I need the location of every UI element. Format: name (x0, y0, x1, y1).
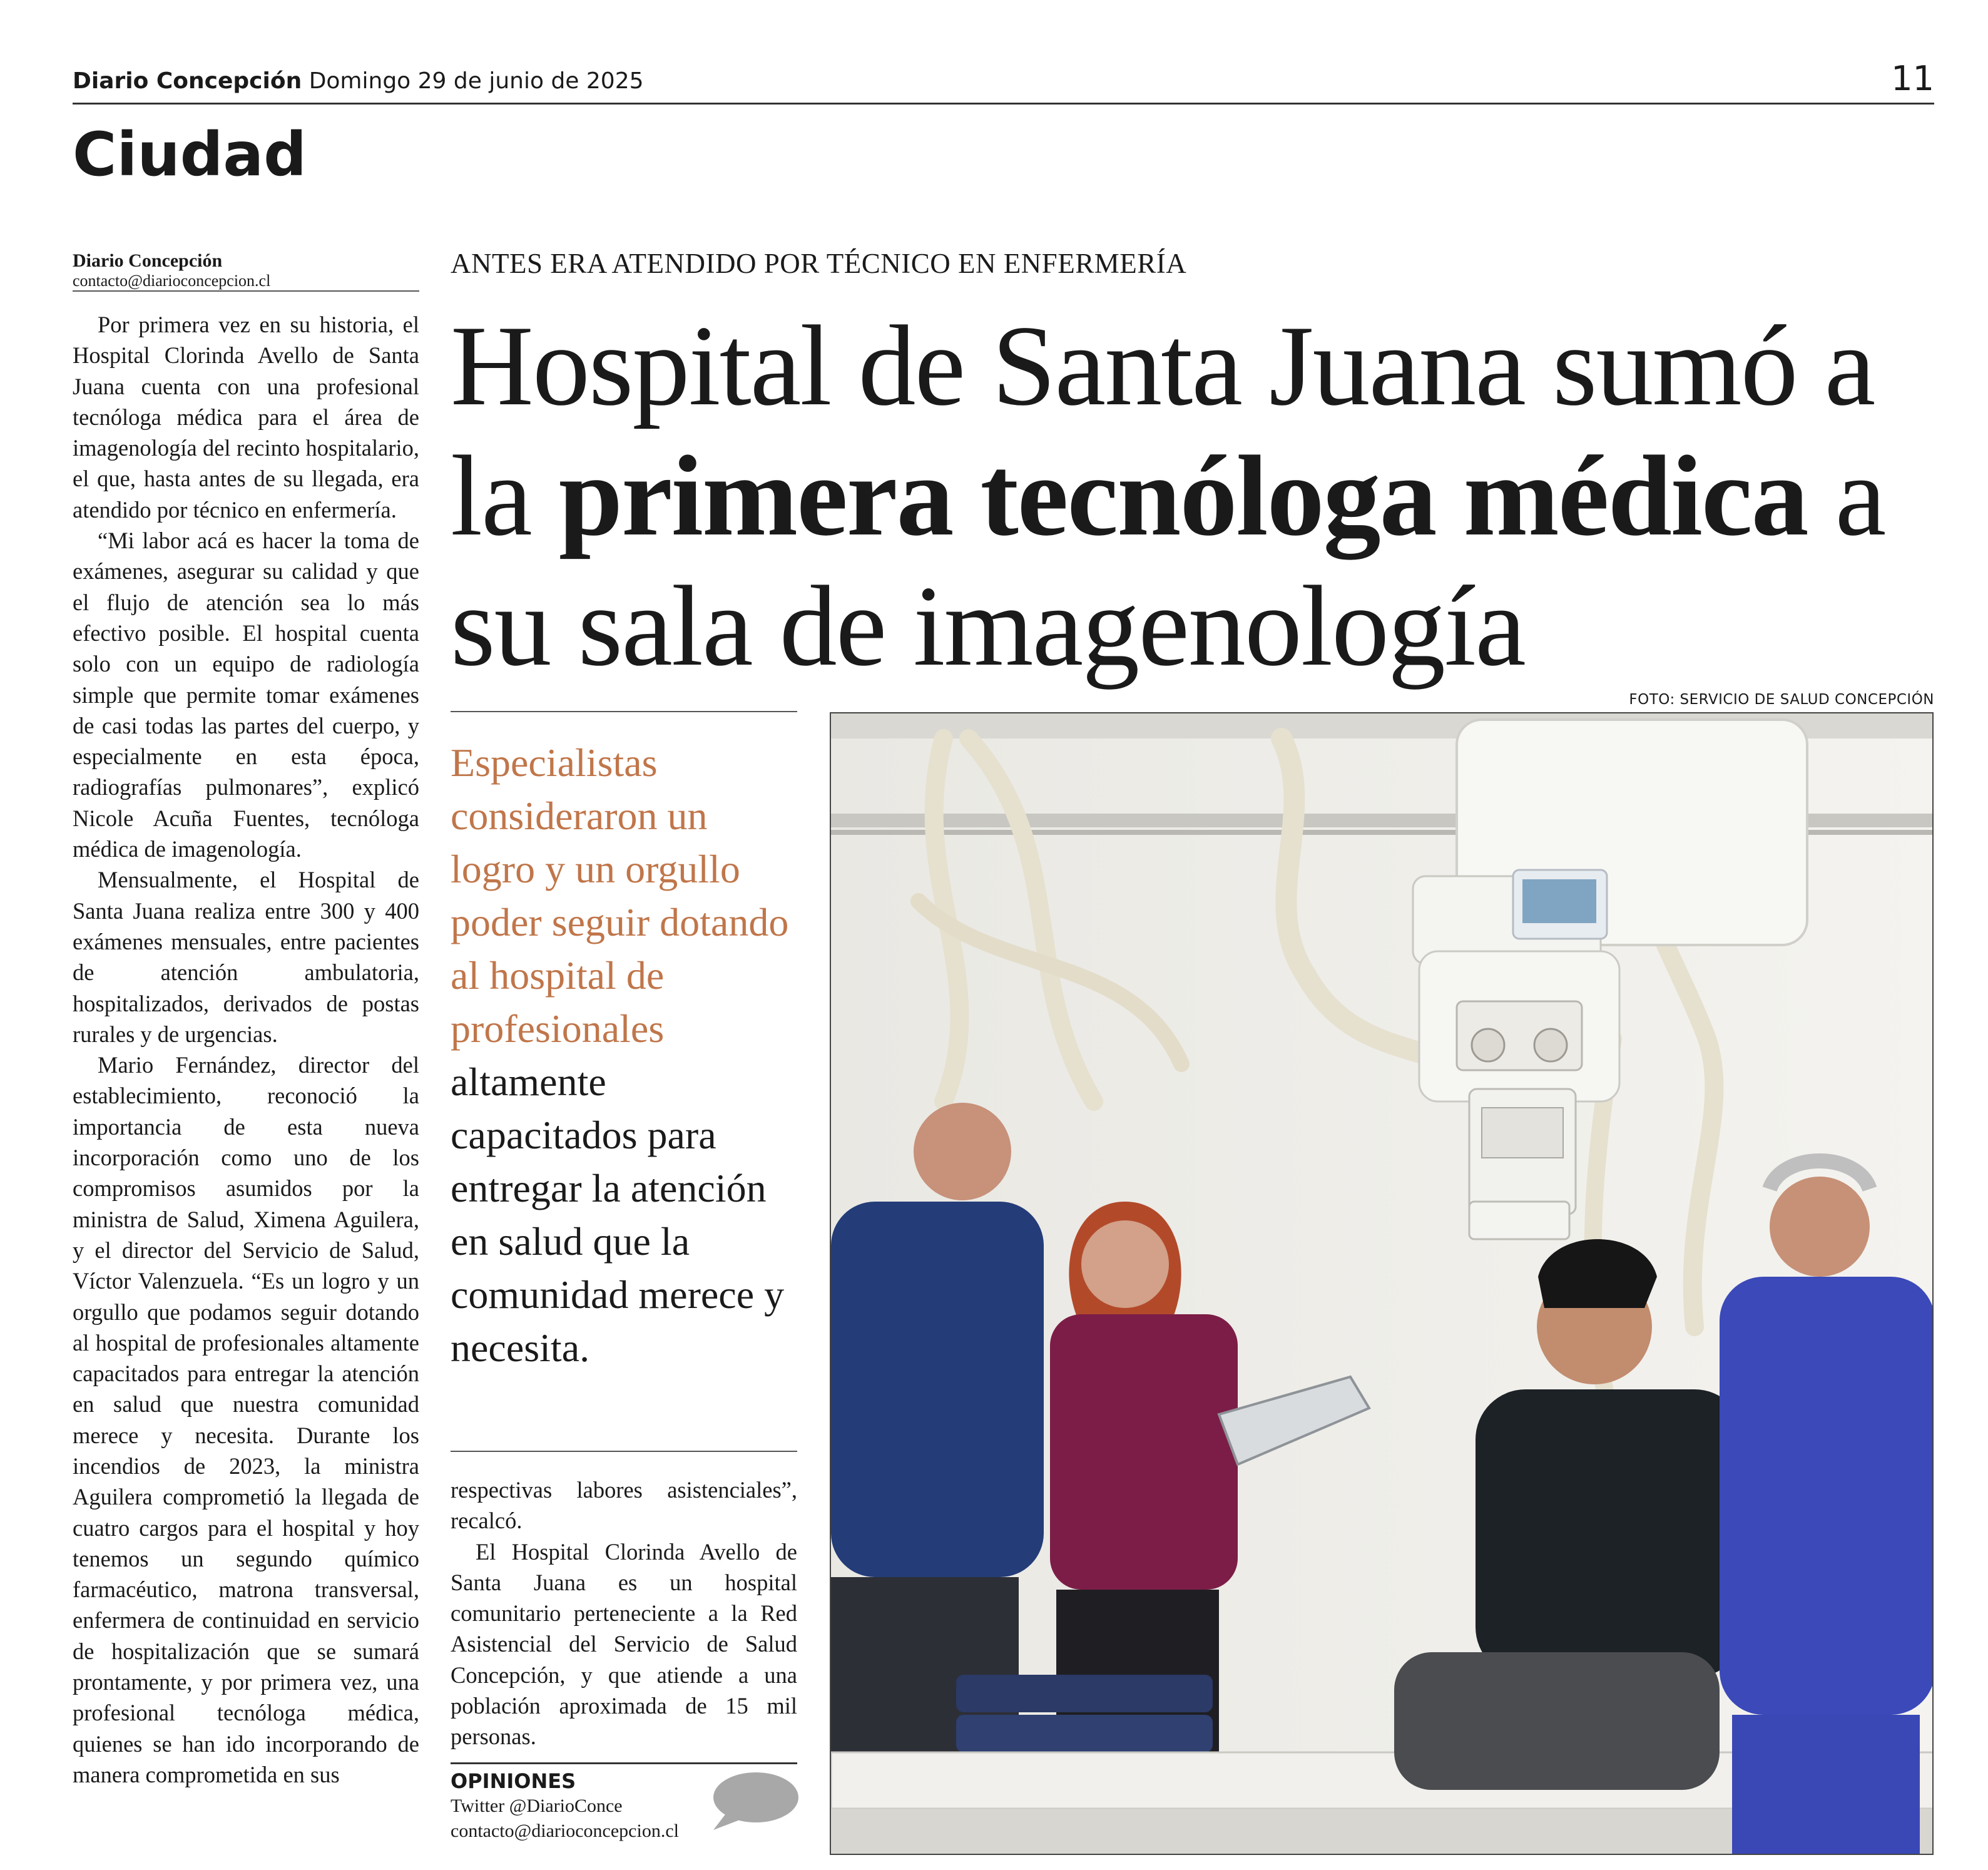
article-column-1 (73, 309, 419, 1790)
byline-name: Diario Concepción (73, 250, 223, 271)
section-title: Ciudad (73, 120, 307, 190)
paragraph: El Hospital Clorinda Avello de Santa Juana es un hospital comunitario perteneciente a la Red Asistencial del Servicio de Salud Concepción, y que atiende a una población aproximada de 15 mil personas. (451, 1538, 797, 1750)
headline-bold: primera tecnóloga médica (558, 432, 1808, 559)
pullquote-rest: altamente capacitados para entregar la atención en salud que la comunidad merece y necesita. (451, 1060, 785, 1370)
masthead (73, 68, 644, 95)
publication-date: Domingo 29 de junio de 2025 (308, 68, 644, 94)
byline-email: contacto@diarioconcepcion.cl (73, 272, 271, 290)
xray-room-illustration (831, 713, 1934, 1855)
opiniones-twitter: Twitter @DiarioConce (451, 1796, 623, 1816)
pullquote-rule-bottom (451, 1451, 797, 1452)
pullquote-highlight: Especialistas consideraron un logro y un orgullo poder seguir dotando al hospital de profesionales (451, 740, 789, 1051)
speech-bubble-icon (707, 1770, 801, 1836)
opiniones-title: OPINIONES (451, 1769, 576, 1793)
paragraph: Por primera vez en su historia, el Hospital Clorinda Avello de Santa Juana cuenta con una profesional tecnóloga médica para el área de imagenología del recinto hospitalario, el que, hasta antes de su llegada, era atendido por técnico en enfermería. (73, 312, 419, 523)
pullquote (451, 736, 801, 1374)
byline (73, 250, 419, 290)
opiniones-rule (451, 1762, 797, 1764)
headline-part1: Hospital de Santa Juana sumó a la (451, 302, 1875, 559)
paragraph: Mario Fernández, director del establecimiento, reconoció la importancia de esta nueva incorporación como uno de los compromisos asumidos por la ministra de Salud, Ximena Aguilera, y el director del Servicio de Salud, Víctor Valenzuela. “Es un logro y un orgullo que podamos seguir dotando al hospital de profesionales altamente capacitados para entregar la atención en salud que nuestra comunidad merece y necesita. Durante los incendios de 2023, la ministra Aguilera comprometió la llegada de cuatro cargos para el hospital y hoy tenemos un segundo químico farmacéutico, matrona transversal, enfermera de continuidad en servicio de hospitalización que se sumará prontamente, y por primera vez, una profesional tecnóloga médica, quienes se han ido incorporando de manera comprometida en sus (73, 1052, 419, 1787)
publication-name: Diario Concepción (73, 68, 302, 94)
photo-credit: FOTO: SERVICIO DE SALUD CONCEPCIÓN (1629, 692, 1934, 708)
page-number: 11 (1891, 59, 1934, 98)
article-photo (830, 712, 1934, 1855)
kicker: ANTES ERA ATENDIDO POR TÉCNICO EN ENFERMERÍA (451, 248, 1187, 279)
paragraph: respectivas labores asistenciales”, recalcó. (451, 1477, 797, 1534)
byline-rule (73, 290, 419, 292)
opiniones-email: contacto@diarioconcepcion.cl (451, 1821, 679, 1841)
headline (451, 300, 1940, 691)
article-column-2 (451, 1474, 797, 1752)
header-rule (73, 103, 1934, 105)
paragraph: “Mi labor acá es hacer la toma de exámenes, asegurar su calidad y que el flujo de atención sea lo más efectivo posible. El hospital cuenta solo con un equipo de radiología simple que permite tomar exámenes de casi todas las partes del cuerpo, y especialmente en esta época, radiografías pulmonares”, explicó Nicole Acuña Fuentes, tecnóloga médica de imagenología. (73, 528, 419, 862)
pullquote-rule-top (451, 711, 797, 712)
paragraph: Mensualmente, el Hospital de Santa Juana realiza entre 300 y 400 exámenes mensuales, entre pacientes de atención ambulatoria, hospitalizados, derivados de postas rurales y de urgencias. (73, 867, 419, 1047)
headline-part2: a su sala de imagenología (451, 432, 1885, 690)
